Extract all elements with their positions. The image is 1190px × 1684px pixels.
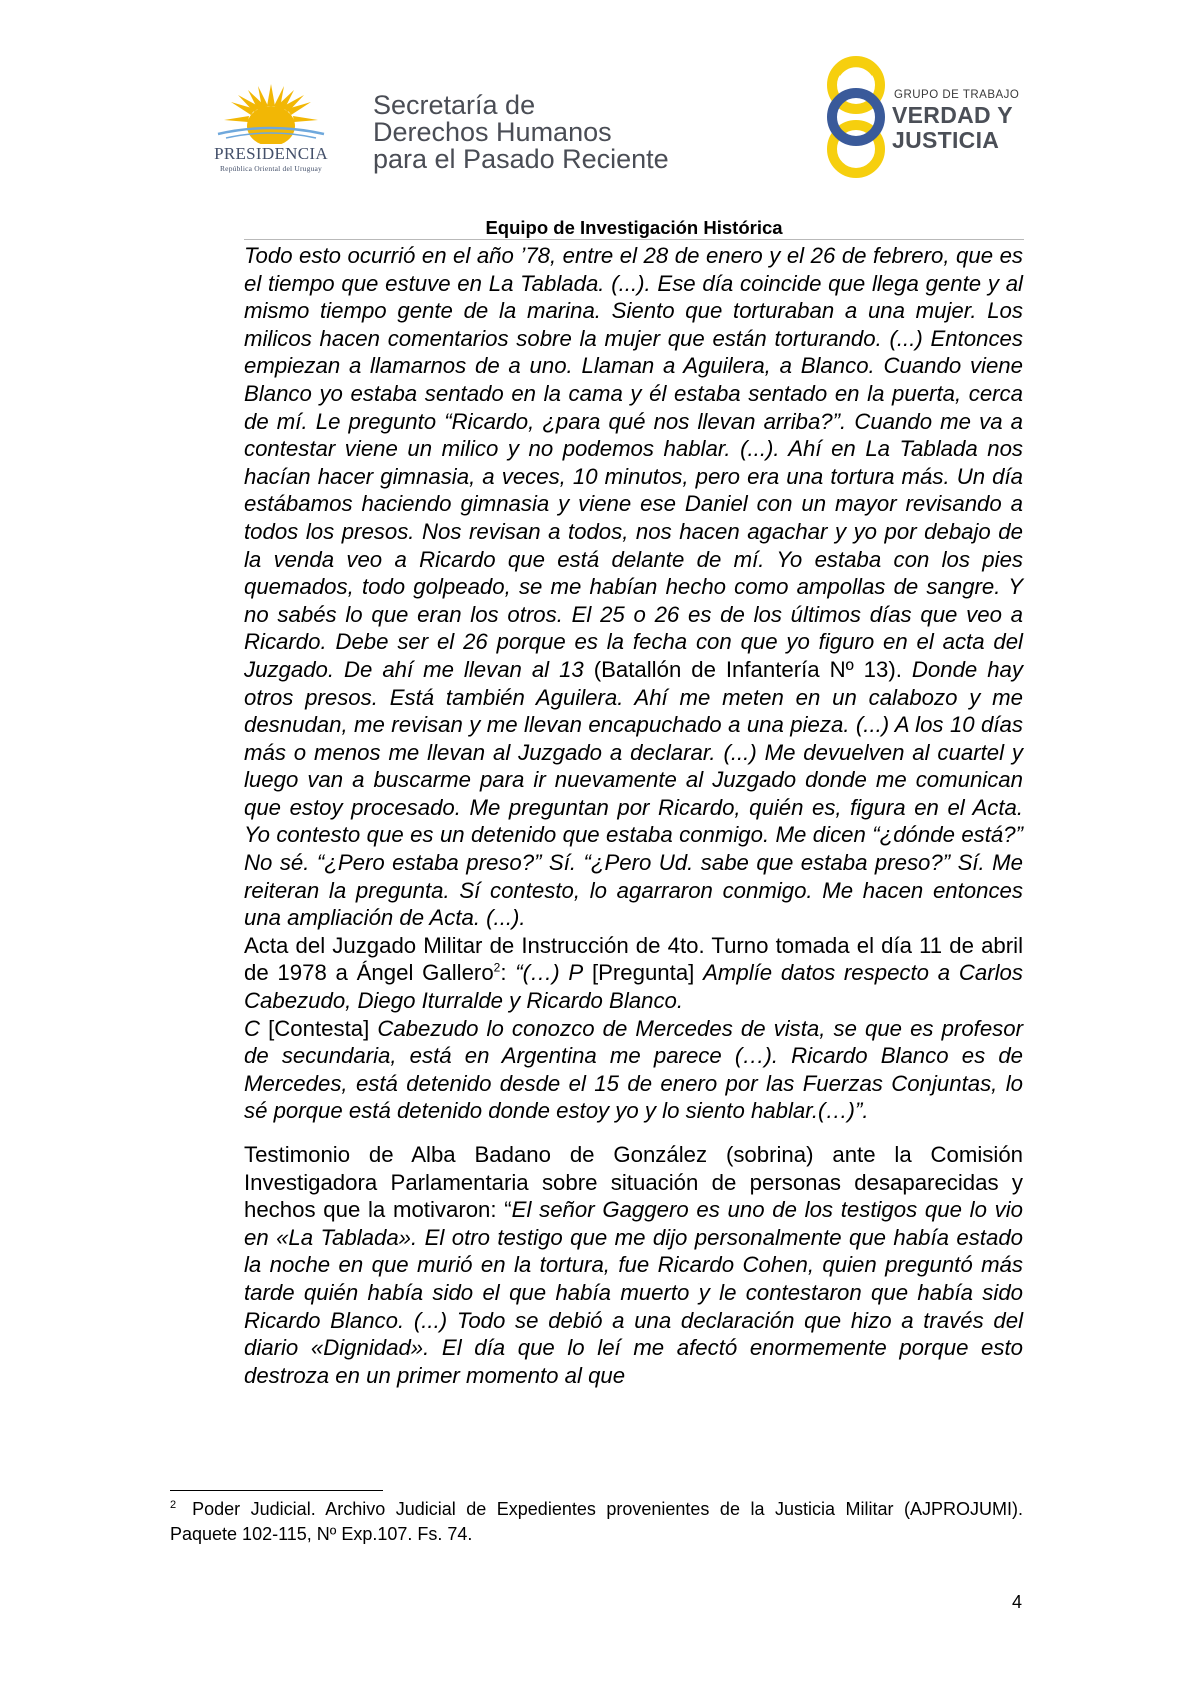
plain-text: : [500, 960, 516, 986]
page-header [0, 0, 1190, 210]
quote-text: Cabezudo lo conozco de Mercedes de vista, se que es profesor de secundaria, está en Argentina me parece (…). Ricardo Blanco es de Mercedes, está detenido desde el 15 de enero por las Fuerzas Conjuntas, lo sé porque está detenido donde estoy yo y lo siento hablar.(…)”. [244, 1015, 1023, 1124]
plain-text: [Contesta] [260, 1015, 378, 1041]
footnote-marker: 2 [170, 1499, 177, 1511]
plain-text: Acta del Juzgado Militar de Instrucción de 4to. Turno tomada el día 11 de abril de 1978 a Ángel Gallero [244, 932, 1023, 986]
secretaria-line-2: Derechos Humanos [373, 117, 612, 147]
secretaria-line-1: Secretaría de [373, 90, 536, 120]
plain-text: [Pregunta] [583, 960, 704, 986]
team-title: Equipo de Investigación Histórica [485, 217, 783, 238]
header-divider [244, 239, 1024, 240]
interlocked-rings-icon [822, 55, 892, 180]
secretaria-line-3: para el Pasado Reciente [373, 144, 669, 174]
quote-text: C [244, 1015, 261, 1041]
grupo-trabajo-label: GRUPO DE TRABAJO [894, 89, 1020, 101]
presidencia-logo [196, 82, 346, 177]
quote-text: Amplíe datos respecto a Carlos Cabezudo, Diego Iturralde y Ricardo Blanco. [244, 960, 1023, 1014]
plain-text: (Batallón de Infantería Nº 13). [593, 656, 902, 682]
grupo-trabajo-line-2: JUSTICIA [892, 127, 1000, 153]
paragraph-acta [244, 932, 1023, 1015]
document-body [244, 242, 1023, 1389]
page-number: 4 [1012, 1592, 1023, 1612]
quote-text: “(…) P [515, 960, 584, 986]
footnote-divider [170, 1490, 383, 1491]
quote-text: Todo esto ocurrió en el año ’78, entre el 28 de enero y el 26 de febrero, que es el tiempo que estuve en La Tablada. (...). Ese día coincide que llega gente y al mismo tiempo gente de la marina. Siento que torturaban a una mujer. Los milicos hacen comentarios sobre la mujer que están torturando. (...) Entonces empiezan a llamarnos de a uno. Llaman a Aguilera, a Blanco. Cuando viene Blanco yo estaba sentado en la cama y él estaba sentado en la puerta, cerca de mí. Le pregunto “Ricardo, ¿para qué nos llevan arriba?”. Cuando me va a contestar viene un milico y no podemos hablar. (...). Ahí en La Tablada nos hacían hacer gimnasia, a veces, 10 minutos, pero era una tortura más. Un día estábamos haciendo gimnasia y viene ese Daniel con un mayor revisando a todos los presos. Nos revisan a todos, nos hacen agachar y yo por debajo de la venda veo a Ricardo que está delante de mí. Yo estaba con los pies quemados, todo golpeado, se me habían hecho como ampollas de sangre. Y no sabés lo que eran los otros. El 25 o 26 es de los últimos días que veo a Ricardo. Debe ser el 26 porque es la fecha con que yo figuro en el acta del Juzgado. De ahí me llevan al 13 [244, 243, 1023, 682]
secretaria-title [373, 92, 669, 173]
footnote [170, 1497, 1023, 1547]
quote-text: Donde hay otros presos. Está también Aguilera. Ahí me meten en un calabozo y me desnudan, me revisan y me llevan encapuchado a una pieza. (...) A los 10 días más o menos me llevan al Juzgado a declarar. (...) Me devuelven al cuartel y luego van a buscarme para ir nuevamente al Juzgado donde me comunican que estoy procesado. Me preguntan por Ricardo, quién es, figura en el Acta. Yo contesto que es un detenido que estaba conmigo. Me dicen “¿dónde está?” No sé. “¿Pero estaba preso?” Sí. “¿Pero Ud. sabe que estaba preso?” Sí. Me reiteran la pregunta. Sí contesto, lo agarraron conmigo. Me hacen entonces una ampliación de Acta. (...). [244, 656, 1023, 931]
plain-text: Testimonio de Alba Badano de González (sobrina) ante la Comisión Investigadora Parlamentaria sobre situación de personas desaparecidas y hechos que la motivaron: “ [244, 1142, 1023, 1223]
grupo-trabajo-line-1: VERDAD Y [892, 102, 1013, 128]
presidencia-name: PRESIDENCIA [214, 144, 328, 163]
presidencia-subtitle: República Oriental del Uruguay [219, 164, 322, 173]
footnote-ref[interactable]: 2 [493, 961, 501, 976]
sun-emblem-icon [196, 82, 346, 144]
footnote-text: Poder Judicial. Archivo Judicial de Expedientes provenientes de la Justicia Militar (AJPROJUMI). Paquete 102-115, Nº Exp.107. Fs. 74. [170, 1499, 1023, 1544]
paragraph-testimony-1 [244, 242, 1023, 932]
paragraph-testimony-2 [244, 1141, 1023, 1389]
quote-text: El señor Gaggero es uno de los testigos que lo vio en «La Tablada». El otro testigo que me dijo personalmente que había estado la noche en que murió en la tortura, fue Ricardo Cohen, quien preguntó más tarde quién había sido el que había muerto y le contestaron que había sido Ricardo Blanco. (...) Todo se debió a una declaración que hizo a través del diario «Dignidad». El día que lo leí me afectó enormemente porque esto destroza en un primer momento al que [244, 1197, 1024, 1388]
grupo-trabajo-logo [822, 55, 1022, 180]
paragraph-contesta [244, 1015, 1023, 1125]
